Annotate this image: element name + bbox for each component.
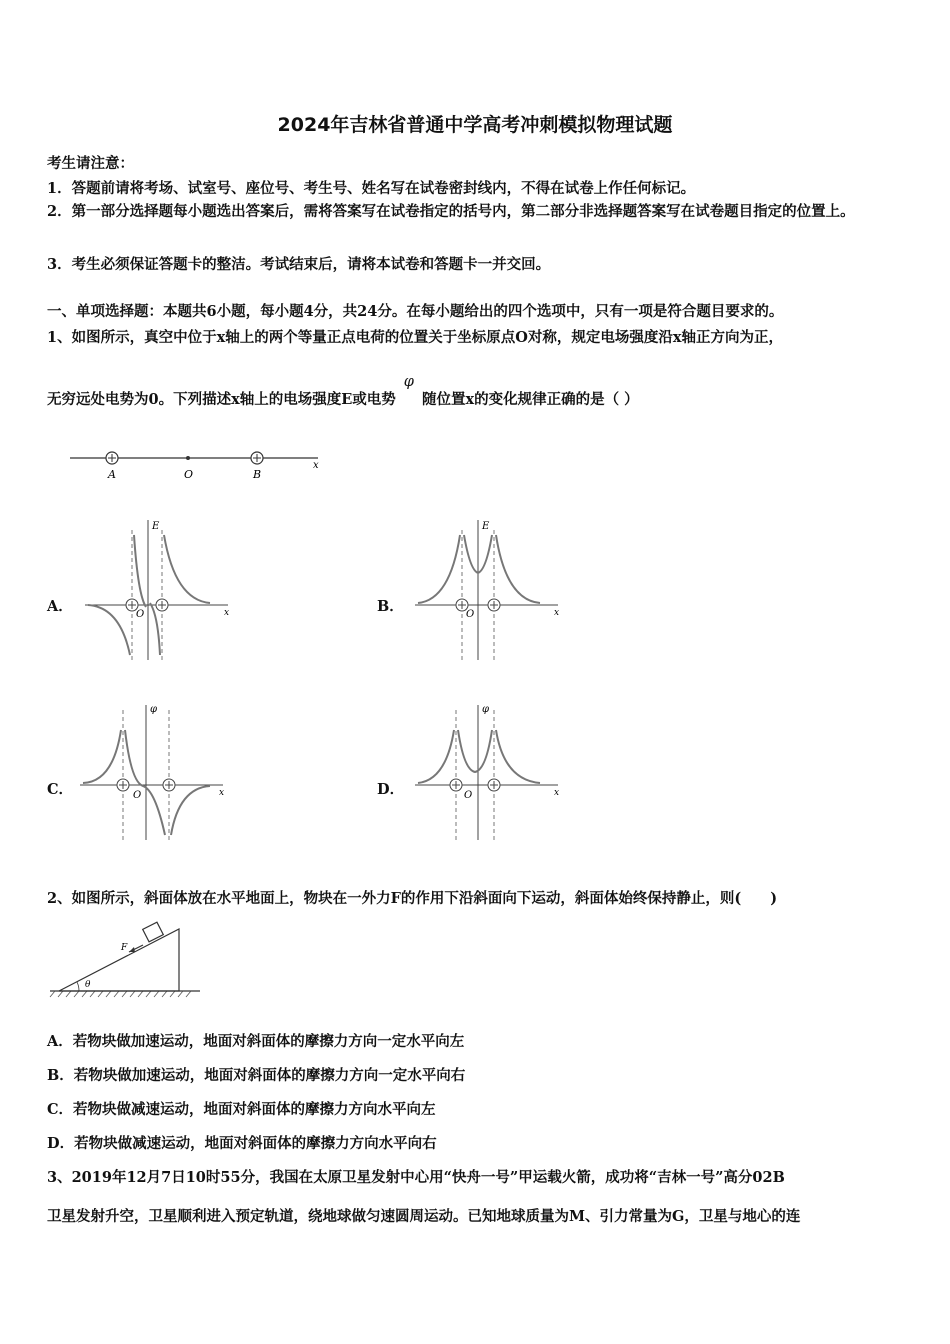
q1-stem-line2-b: 随位置x的变化规律正确的是（ ）: [421, 391, 639, 408]
phi-symbol: φ: [403, 374, 414, 390]
q1-stem-line1: 1、如图所示，真空中位于x轴上的两个等量正点电荷的位置关于坐标原点O对称，规定电场强度沿x轴正方向为正，: [47, 329, 784, 346]
option-d-graph: [410, 700, 570, 850]
axis-o-label: O: [464, 790, 473, 801]
axis-o-label: O: [136, 609, 145, 620]
axis-e-label: E: [482, 521, 490, 532]
axis-phi-label: φ: [482, 704, 490, 715]
axis-x-label: x: [554, 608, 560, 618]
q3-stem-line2: 卫星发射升空，卫星顺利进入预定轨道，绕地球做匀速圆周运动。已知地球质量为M、引力常量为G，卫星与地心的连: [47, 1208, 801, 1225]
q1-stem-line2: [47, 374, 639, 409]
charge-axis-figure: [60, 440, 340, 485]
notice-heading: 考生请注意：: [47, 155, 134, 172]
q2-option-c[interactable]: C．若物块做减速运动，地面对斜面体的摩擦力方向水平向左: [47, 1101, 436, 1118]
notice-item-3: 3．考生必须保证答题卡的整洁。考试结束后，请将本试卷和答题卡一并交回。: [47, 256, 551, 273]
q1-option-c[interactable]: C．: [47, 781, 74, 798]
q1-stem-line2-a: 无穷远处电势为0。下列描述x轴上的电场强度E或电势: [47, 391, 396, 408]
notice-item-1: 1．答题前请将考场、试室号、座位号、考生号、姓名写在试卷密封线内，不得在试卷上作任何标记。: [47, 180, 696, 197]
q1-option-d[interactable]: D．: [377, 781, 405, 798]
option-a-graph: [80, 515, 240, 665]
notice-item-2: 2．第一部分选择题每小题选出答案后，需将答案写在试卷指定的括号内，第二部分非选择题答案写在试卷题目指定的位置上。: [47, 203, 855, 220]
q2-option-d[interactable]: D．若物块做减速运动，地面对斜面体的摩擦力方向水平向右: [47, 1135, 437, 1152]
incline-figure: [45, 915, 205, 1000]
label-x: x: [313, 460, 319, 471]
force-label: F: [121, 943, 128, 953]
axis-x-label: x: [554, 788, 560, 798]
axis-o-label: O: [133, 790, 142, 801]
axis-e-label: E: [152, 521, 160, 532]
q2-option-b[interactable]: B．若物块做加速运动，地面对斜面体的摩擦力方向一定水平向右: [47, 1067, 466, 1084]
theta-label: θ: [85, 980, 91, 990]
section-heading: 一、单项选择题：本题共6小题，每小题4分，共24分。在每小题给出的四个选项中，只有一项是符合题目要求的。: [47, 303, 784, 320]
axis-x-label: x: [224, 608, 230, 618]
label-b: B: [253, 468, 262, 481]
option-b-graph: [410, 515, 570, 665]
q1-option-b[interactable]: B．: [377, 598, 404, 615]
axis-phi-label: φ: [150, 704, 158, 715]
label-o: O: [184, 468, 194, 481]
label-a: A: [108, 468, 116, 481]
q1-option-a[interactable]: A．: [47, 598, 73, 615]
axis-x-label: x: [219, 788, 225, 798]
q3-stem-line1: 3、2019年12月7日10时55分，我国在太原卫星发射中心用“快舟一号”甲运载火箭，成功将“吉林一号”高分02B: [47, 1169, 785, 1186]
axis-o-label: O: [466, 609, 475, 620]
q2-option-a[interactable]: A．若物块做加速运动，地面对斜面体的摩擦力方向一定水平向左: [47, 1033, 465, 1050]
option-c-graph: [75, 700, 240, 850]
page-title: 2024年吉林省普通中学高考冲刺模拟物理试题: [277, 114, 673, 136]
q2-stem: 2、如图所示，斜面体放在水平地面上，物块在一外力F的作用下沿斜面向下运动，斜面体始终保持静止，则( ): [47, 890, 778, 907]
